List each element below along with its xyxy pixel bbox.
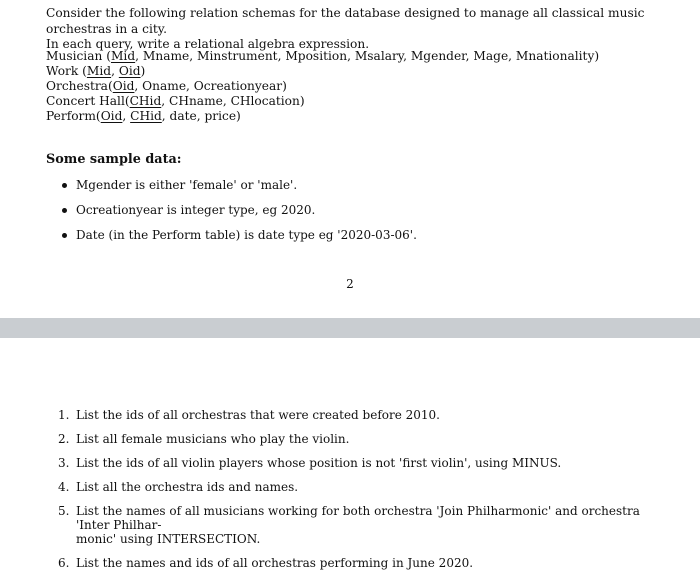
list-item: Date (in the Perform table) is date type eg '2020-03-06'. <box>62 228 417 253</box>
page-separator <box>0 318 700 338</box>
question-item <box>58 556 658 570</box>
intro-line-1: Consider the following relation schemas for the database designed to manage all classical music orchestras in a city. <box>46 6 645 36</box>
question-text: List the ids of all violin players whose position is not 'first violin', using MINUS. <box>76 456 562 470</box>
question-text: List the names and ids of all orchestras performing in June 2020. <box>76 556 474 570</box>
schema-name: Perform( <box>46 109 101 123</box>
primary-key: Mid <box>110 49 136 63</box>
question-item <box>58 480 658 494</box>
question-number: 3. <box>58 456 70 470</box>
schema-perform <box>46 109 599 124</box>
schema-attributes: ) <box>140 64 146 78</box>
question-item <box>58 408 658 422</box>
schema-attributes: , Mname, Minstrument, Mposition, Msalary, Mgender, Mage, Mnationality) <box>135 49 600 63</box>
question-number: 4. <box>58 480 70 494</box>
schema-attributes: , CHname, CHlocation) <box>161 94 305 108</box>
primary-key: CHid <box>130 109 162 123</box>
question-number: 5. <box>58 504 70 518</box>
list-item: Mgender is either 'female' or 'male'. <box>62 178 417 203</box>
schema-name: Work ( <box>46 64 87 78</box>
separator: , <box>122 109 131 123</box>
schema-attributes: , date, price) <box>161 109 241 123</box>
question-text: List all female musicians who play the violin. <box>76 432 350 446</box>
question-text: List all the orchestra ids and names. <box>76 480 299 494</box>
schema-work <box>46 64 599 79</box>
schema-orchestra <box>46 79 599 94</box>
schema-attributes: , Oname, Ocreationyear) <box>134 79 287 93</box>
question-item <box>58 504 658 546</box>
primary-key: CHid <box>129 94 162 108</box>
sample-data-heading: Some sample data: <box>46 152 182 167</box>
page-number: 2 <box>346 277 354 291</box>
question-number: 1. <box>58 408 70 422</box>
schema-musician <box>46 49 599 64</box>
question-item <box>58 432 658 446</box>
primary-key: Oid <box>100 109 123 123</box>
primary-key: Mid <box>86 64 112 78</box>
list-item: Ocreationyear is integer type, eg 2020. <box>62 203 417 228</box>
intro-line-2: In each query, write a relational algebra expression. <box>46 37 370 51</box>
intro-paragraph <box>46 6 666 53</box>
primary-key: Oid <box>112 79 135 93</box>
schema-list <box>46 49 599 124</box>
question-text-line-2: monic' using INTERSECTION. <box>76 532 261 546</box>
question-number: 2. <box>58 432 70 446</box>
question-text: List the ids of all orchestras that were created before 2010. <box>76 408 440 422</box>
schema-concert-hall <box>46 94 599 109</box>
question-item <box>58 456 658 470</box>
separator: , <box>111 64 119 78</box>
schema-name: Musician ( <box>46 49 111 63</box>
question-number: 6. <box>58 556 70 570</box>
schema-name: Orchestra( <box>46 79 113 93</box>
sample-data-list <box>62 178 417 253</box>
question-text <box>76 504 658 546</box>
page-2 <box>0 338 700 577</box>
schema-name: Concert Hall( <box>46 94 130 108</box>
primary-key: Oid <box>118 64 141 78</box>
question-list <box>58 408 658 580</box>
question-text-line-1: List the names of all musicians working for both orchestra 'Join Philharmonic' and orchestra 'Inter Philhar- <box>76 504 640 532</box>
